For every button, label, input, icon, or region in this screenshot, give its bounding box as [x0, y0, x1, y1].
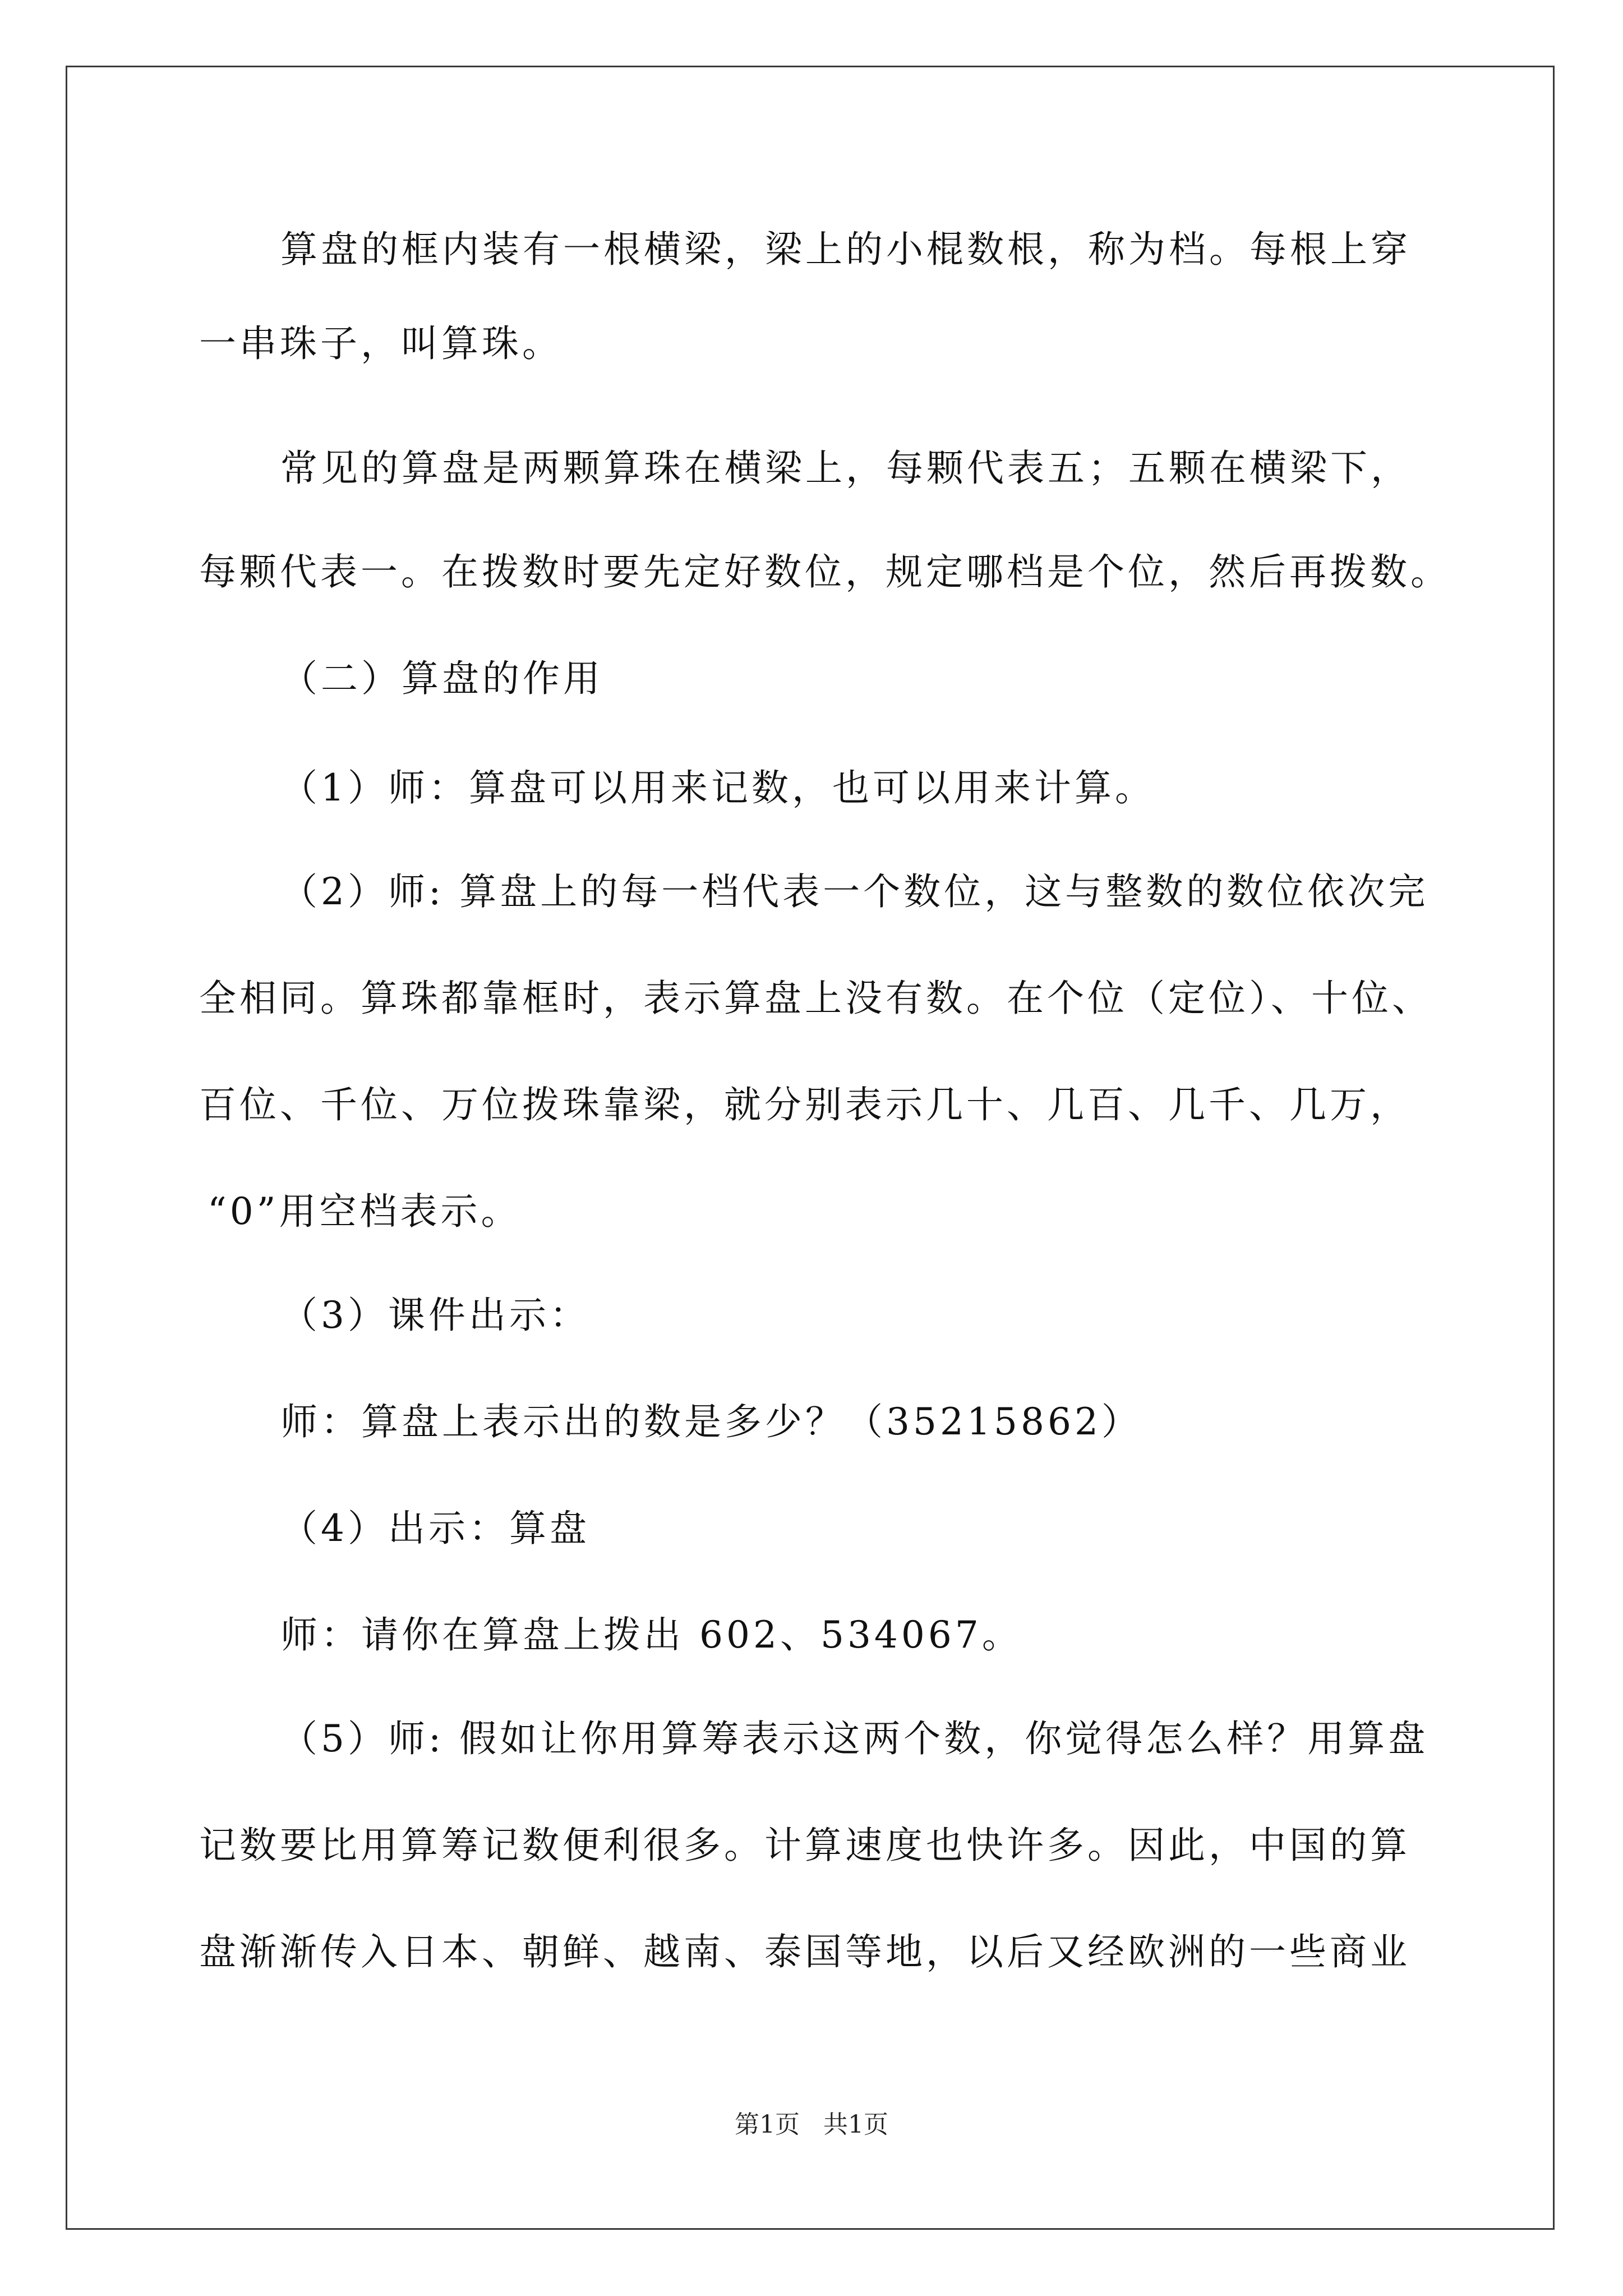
paragraph-line: 盘渐渐传入日本、朝鲜、越南、泰国等地，以后又经欧洲的一些商业: [199, 1930, 1410, 1973]
paragraph-line: 师：请你在算盘上拨出 602、534067。: [280, 1613, 1022, 1657]
paragraph-line: （4）出示：算盘: [280, 1507, 590, 1550]
paragraph-line: 每颗代表一。在拨数时要先定好数位，规定哪档是个位，然后再拨数。: [199, 550, 1451, 593]
paragraph-line: 一串珠子，叫算珠。: [199, 322, 562, 365]
paragraph-line: 算盘的框内装有一根横梁，梁上的小棍数根，称为档。每根上穿: [280, 228, 1411, 271]
page-border: [66, 66, 1555, 2230]
paragraph-line: 常见的算盘是两颗算珠在横梁上，每颗代表五；五颗在横梁下，: [280, 447, 1411, 490]
paragraph-line: 百位、千位、万位拨珠靠梁，就分别表示几十、几百、几千、几万，: [199, 1083, 1410, 1126]
page-footer: 第1页 共1页: [735, 2110, 888, 2139]
paragraph-line: 记数要比用算筹记数便利很多。计算速度也快许多。因此，中国的算: [199, 1824, 1410, 1867]
section-heading: （二）算盘的作用: [280, 657, 603, 700]
paragraph-line: （5）师: 假如让你用算筹表示这两个数，你觉得怎么样？用算盘: [280, 1717, 1429, 1760]
paragraph-line: （3）课件出示：: [280, 1294, 590, 1337]
paragraph-line: （2）师: 算盘上的每一档代表一个数位，这与整数的数位依次完: [280, 870, 1429, 913]
paragraph-line: 师：算盘上表示出的数是多少？（35215862）: [280, 1400, 1142, 1443]
paragraph-line: （1）师：算盘可以用来记数，也可以用来计算。: [280, 766, 1155, 809]
paragraph-line: “0”用空档表示。: [208, 1190, 522, 1233]
paragraph-line: 全相同。算珠都靠框时，表示算盘上没有数。在个位（定位）、十位、: [199, 977, 1432, 1020]
